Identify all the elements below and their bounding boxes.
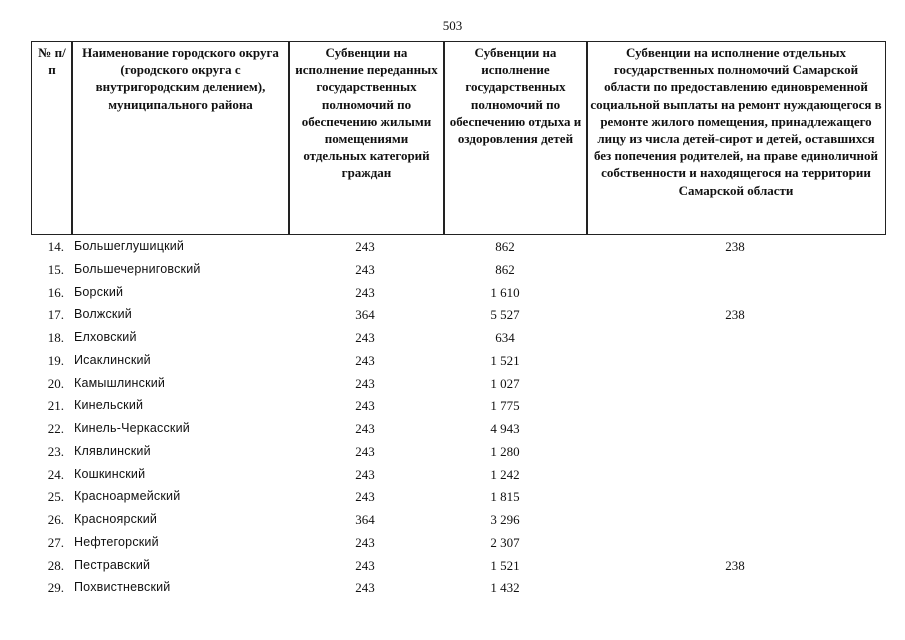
table-row: [0, 328, 905, 351]
row-value-housing: 243: [355, 489, 375, 505]
row-name: Елховский: [74, 330, 137, 344]
table-row: [0, 556, 905, 579]
row-number: 14.: [47, 239, 64, 254]
row-number: 16.: [47, 284, 64, 300]
header-col2: Субвенции на исполнение государственных полномочий по обеспечению отдыха и оздоровления детей: [443, 41, 588, 235]
row-value-recreation: 2 307: [490, 534, 520, 550]
row-name: Исаклинский: [74, 352, 151, 367]
table-row: [0, 351, 905, 374]
row-value-housing: 243: [355, 398, 375, 414]
row-number: 18.: [47, 330, 64, 345]
row-value-recreation: 1 280: [490, 443, 520, 459]
row-name: Кошкинский: [74, 466, 146, 481]
row-value-repair: 238: [725, 557, 745, 573]
row-number: 19.: [47, 352, 64, 368]
table-row: [0, 419, 905, 442]
table-row: [0, 374, 905, 397]
row-name: Камышлинский: [74, 375, 166, 390]
table-row: [0, 510, 905, 533]
row-name: Клявлинский: [74, 443, 151, 458]
row-value-recreation: 1 242: [490, 466, 520, 482]
row-value-recreation: 1 027: [490, 375, 520, 391]
table-row: [0, 465, 905, 488]
row-value-housing: 243: [355, 261, 375, 277]
row-number: 22.: [47, 421, 64, 436]
row-value-recreation: 1 521: [490, 352, 520, 368]
row-value-recreation: 1 610: [490, 284, 520, 300]
row-value-recreation: 5 527: [490, 307, 520, 323]
row-number: 17.: [47, 307, 64, 323]
row-name: Кинель-Черкасский: [74, 421, 190, 435]
row-name: Большечерниговский: [74, 261, 201, 276]
row-value-housing: 243: [355, 557, 375, 573]
row-number: 29.: [47, 580, 64, 596]
row-value-housing: 243: [355, 443, 375, 459]
header-name: Наименование городского округа (городского округа с внутригородским делением), муниципального района: [71, 41, 290, 235]
table-header: [31, 41, 886, 237]
row-number: 28.: [47, 557, 64, 573]
row-number: 20.: [47, 375, 64, 391]
table-row: [0, 578, 905, 601]
row-number: 15.: [47, 261, 64, 277]
table-row: [0, 260, 905, 283]
table-row: [0, 396, 905, 419]
table-row: [0, 442, 905, 465]
row-value-recreation: 634: [495, 330, 515, 345]
row-name: Борский: [74, 284, 124, 299]
table-row: [0, 237, 905, 260]
row-value-recreation: 1 432: [490, 580, 520, 596]
header-col1: Субвенции на исполнение переданных государственных полномочий по обеспечению жилыми помещениями отдельных категорий граждан: [288, 41, 445, 235]
row-name: Кинельский: [74, 398, 144, 413]
row-value-recreation: 1 775: [490, 398, 520, 414]
row-value-recreation: 3 296: [490, 512, 520, 527]
row-value-recreation: 862: [495, 261, 515, 277]
row-value-housing: 243: [355, 352, 375, 368]
row-value-housing: 243: [355, 421, 375, 436]
table-row: [0, 487, 905, 510]
row-value-recreation: 1 521: [490, 557, 520, 573]
page-number: 503: [442, 18, 463, 33]
row-value-housing: 364: [355, 307, 375, 323]
row-value-housing: 243: [355, 375, 375, 391]
row-value-recreation: 1 815: [490, 489, 520, 505]
row-number: 25.: [47, 489, 64, 505]
row-number: 23.: [47, 443, 64, 459]
row-name: Волжский: [74, 307, 132, 322]
row-number: 26.: [47, 512, 64, 527]
row-name: Нефтегорский: [74, 534, 159, 549]
row-number: 24.: [47, 466, 64, 482]
table-row: [0, 533, 905, 556]
row-value-housing: 364: [355, 512, 375, 527]
row-name: Похвистневский: [74, 580, 171, 595]
row-name: Красноярский: [74, 512, 158, 526]
row-value-housing: 243: [355, 580, 375, 596]
row-value-housing: 243: [355, 284, 375, 300]
table-row: [0, 283, 905, 306]
row-name: Пестравский: [74, 557, 151, 572]
row-value-recreation: 862: [495, 239, 515, 254]
row-name: Большеглушицкий: [74, 239, 185, 253]
row-value-recreation: 4 943: [490, 421, 520, 436]
table-row: [0, 305, 905, 328]
row-number: 21.: [47, 398, 64, 414]
header-num: № п/п: [31, 41, 73, 235]
row-value-housing: 243: [355, 534, 375, 550]
row-value-housing: 243: [355, 239, 375, 254]
row-value-housing: 243: [355, 466, 375, 482]
row-name: Красноармейский: [74, 489, 181, 504]
row-number: 27.: [47, 534, 64, 550]
row-value-housing: 243: [355, 330, 375, 345]
row-value-repair: 238: [725, 307, 745, 323]
row-value-repair: 238: [725, 239, 745, 254]
header-col3: Субвенции на исполнение отдельных государственных полномочий Самарской области по предоставлению единовременной социальной выплаты на ремонт нуждающегося в ремонте жилого помещения, принадлежащего лицу из числа детей-сирот и детей, оставшихся без попечения родителей, на праве единоличной собственности и находящегося на территории Самарской области: [586, 41, 886, 235]
